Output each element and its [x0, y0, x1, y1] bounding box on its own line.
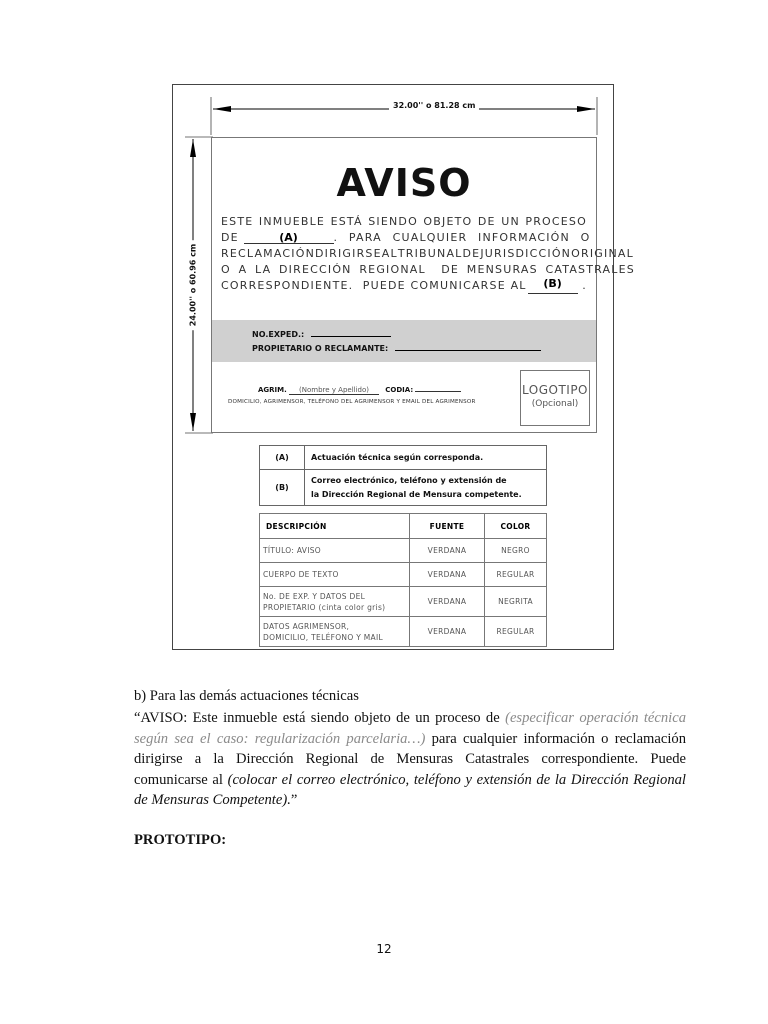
quote-middle: para cualquier información o reclamación dirigirse a la Dirección Regional de Mensuras Catastrales correspondiente. Puede comunicarse al: [134, 730, 687, 788]
quote-end: ”: [290, 792, 298, 809]
legend-key: (A): [260, 446, 305, 470]
word: RECLAMACIÓN: [221, 247, 316, 260]
word: DIRIGIRSE: [315, 247, 382, 260]
table-cell: [260, 563, 410, 587]
legend-line: Actuación técnica según corresponda.: [311, 453, 484, 462]
column-header: DESCRIPCIÓN: [260, 514, 410, 539]
font-specification-table: [259, 513, 547, 647]
word: AL: [381, 247, 398, 260]
codia-blank: [415, 391, 461, 392]
word: DE: [221, 231, 239, 244]
word: ORIGINAL: [571, 247, 634, 260]
cell-text: DATOS AGRIMENSOR,: [263, 621, 350, 631]
word: AL: [510, 279, 527, 292]
word: DE: [462, 247, 481, 260]
table-cell: VERDANA: [410, 563, 485, 587]
word: CORRESPONDIENTE.: [221, 279, 354, 292]
logo-note: (Opcional): [531, 399, 579, 409]
sign-specification-figure: [172, 84, 635, 650]
word: MENSURAS: [466, 263, 538, 276]
sign-body-text: [221, 214, 635, 294]
legend-row: [260, 470, 547, 506]
table-cell: NEGRO: [485, 539, 547, 563]
table-cell: [260, 539, 410, 563]
legend-line: Correo electrónico, teléfono y extensión de: [311, 475, 507, 485]
sign-body-line-1: [221, 214, 587, 230]
word: ESTÁ: [330, 215, 363, 228]
legend-value: [305, 446, 547, 470]
cell-text: No. DE EXP. Y DATOS DEL: [263, 591, 366, 601]
word: REGIONAL: [359, 263, 426, 276]
table-cell: [260, 587, 410, 617]
placeholder-a: (A): [244, 232, 334, 244]
word: PUEDE: [362, 279, 406, 292]
sign-body-line-5: [221, 278, 587, 294]
table-cell: [260, 617, 410, 647]
owner-info-band: [212, 320, 596, 362]
prototype-heading: PROTOTIPO:: [134, 832, 227, 848]
height-dimension-label: 24.00'' o 60.96 cm: [189, 240, 198, 330]
word: PROCESO: [525, 215, 587, 228]
word: A: [238, 263, 248, 276]
word: DE: [477, 215, 496, 228]
sign-body-line-3: [221, 246, 634, 262]
surveyor-line: [258, 386, 461, 395]
word: TRIBUNAL: [397, 247, 463, 260]
width-dimension-label: 32.00'' o 81.28 cm: [389, 101, 479, 110]
table-row: [260, 563, 547, 587]
legend-value: [305, 470, 547, 506]
table-cell: VERDANA: [410, 539, 485, 563]
page-number: 12: [376, 942, 392, 956]
line-2-rest: . PARA CUALQUIER INFORMACIÓN O: [333, 231, 591, 244]
surveyor-placeholder: (Nombre y Apellido): [289, 386, 379, 395]
word: SIENDO: [368, 215, 418, 228]
word: UN: [501, 215, 520, 228]
word: LA: [255, 263, 272, 276]
table-cell: NEGRITA: [485, 587, 547, 617]
contact-hint: (colocar el correo electrónico, teléfono y extensión de la Dirección Regional de Mensuras Competente).: [134, 771, 686, 809]
owner-label: PROPIETARIO O RECLAMANTE:: [252, 344, 389, 353]
word: DIRECCIÓN: [279, 263, 352, 276]
surveyor-label: AGRIM.: [258, 386, 287, 394]
word: OBJETO: [423, 215, 473, 228]
technical-operation-hint: (especificar operación técnica según sea el caso: regularización parcelaria…): [134, 710, 686, 747]
logo-title: LOGOTIPO: [522, 383, 588, 397]
table-cell: REGULAR: [485, 563, 547, 587]
placeholder-b: (B): [528, 278, 578, 294]
sign-title: AVISO: [336, 161, 472, 205]
width-dimension: [173, 85, 615, 145]
expedition-blank: [311, 336, 391, 337]
cell-text: TÍTULO: AVISO: [263, 546, 322, 555]
table-cell: VERDANA: [410, 587, 485, 617]
word: COMUNICARSE: [410, 279, 506, 292]
legend-line: la Dirección Regional de Mensura competente.: [311, 489, 522, 499]
table-cell: VERDANA: [410, 617, 485, 647]
table-cell: REGULAR: [485, 617, 547, 647]
word: INMUEBLE: [258, 215, 326, 228]
legend-key: (B): [260, 470, 305, 506]
sign-body-line-2: [221, 230, 591, 246]
word: JURISDICCIÓN: [480, 247, 572, 260]
owner-line: [252, 344, 541, 353]
line-2-lead: [221, 230, 334, 246]
cell-text: DOMICILIO, TELÉFONO Y MAIL: [263, 632, 383, 642]
table-header-row: [260, 514, 547, 539]
table-row: [260, 587, 547, 617]
word: O: [221, 263, 231, 276]
item-label: b) Para las demás actuaciones técnicas: [134, 688, 359, 704]
legend-row: [260, 446, 547, 470]
table-row: [260, 539, 547, 563]
surveyor-details: DOMICILIO, AGRIMENSOR, TELÉFONO DEL AGRIMENSOR Y EMAIL DEL AGRIMENSOR: [228, 399, 476, 405]
expedition-line: [252, 330, 391, 339]
notice-paragraph: [134, 708, 686, 811]
quote-start: “AVISO: Este inmueble está siendo objeto de un proceso de: [134, 710, 500, 726]
placeholder-legend-table: [259, 445, 547, 506]
sign-mockup: [211, 137, 635, 433]
cell-text: CUERPO DE TEXTO: [263, 570, 339, 579]
cell-text: PROPIETARIO (cinta color gris): [263, 602, 386, 612]
owner-blank: [395, 350, 541, 351]
table-row: [260, 617, 547, 647]
word: CATASTRALES: [545, 263, 635, 276]
column-header: FUENTE: [410, 514, 485, 539]
column-header: COLOR: [485, 514, 547, 539]
word: ESTE: [221, 215, 254, 228]
codia-label: CODIA:: [385, 386, 414, 394]
word: DE: [441, 263, 460, 276]
expedition-label: NO.EXPED.:: [252, 330, 305, 339]
logo-placeholder-box: [520, 370, 590, 426]
sign-body-line-4: [221, 262, 635, 278]
word: .: [582, 279, 587, 292]
